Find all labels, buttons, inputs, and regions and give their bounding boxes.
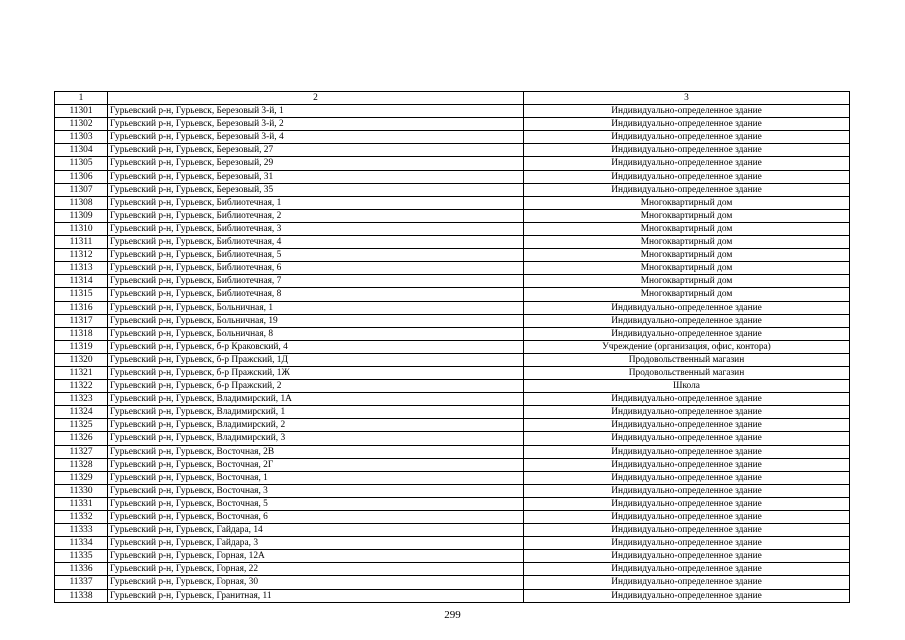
table-row: [55, 458, 850, 471]
address-cell: Гурьевский р-н, Гурьевск, Восточная, 2Г: [108, 458, 524, 471]
row-number-cell: 11335: [55, 550, 108, 563]
object-type-cell: Индивидуально-определенное здание: [524, 524, 850, 537]
object-type-cell: Индивидуально-определенное здание: [524, 445, 850, 458]
address-cell: Гурьевский р-н, Гурьевск, Гранитная, 11: [108, 589, 524, 602]
table-row: [55, 301, 850, 314]
row-number-cell: 11337: [55, 576, 108, 589]
table-row: [55, 471, 850, 484]
address-cell: Гурьевский р-н, Гурьевск, Владимирский, 1А: [108, 393, 524, 406]
table-row: [55, 170, 850, 183]
address-cell: Гурьевский р-н, Гурьевск, Библиотечная, 5: [108, 249, 524, 262]
row-number-cell: 11322: [55, 380, 108, 393]
table-row: [55, 236, 850, 249]
row-number-cell: 11301: [55, 105, 108, 118]
table-row: [55, 262, 850, 275]
row-number-cell: 11314: [55, 275, 108, 288]
address-cell: Гурьевский р-н, Гурьевск, Горная, 30: [108, 576, 524, 589]
address-cell: Гурьевский р-н, Гурьевск, Восточная, 1: [108, 471, 524, 484]
object-type-cell: Многоквартирный дом: [524, 288, 850, 301]
table-row: [55, 484, 850, 497]
table-row: [55, 131, 850, 144]
table-row: [55, 576, 850, 589]
object-type-cell: Многоквартирный дом: [524, 196, 850, 209]
row-number-cell: 11304: [55, 144, 108, 157]
object-type-cell: Индивидуально-определенное здание: [524, 511, 850, 524]
row-number-cell: 11302: [55, 118, 108, 131]
address-cell: Гурьевский р-н, Гурьевск, Библиотечная, 3: [108, 222, 524, 235]
address-cell: Гурьевский р-н, Гурьевск, Гайдара, 3: [108, 537, 524, 550]
row-number-cell: 11310: [55, 222, 108, 235]
object-type-cell: Учреждение (организация, офис, контора): [524, 340, 850, 353]
object-type-cell: Индивидуально-определенное здание: [524, 118, 850, 131]
row-number-cell: 11333: [55, 524, 108, 537]
address-cell: Гурьевский р-н, Гурьевск, Библиотечная, 8: [108, 288, 524, 301]
object-type-cell: Индивидуально-определенное здание: [524, 537, 850, 550]
object-type-cell: Индивидуально-определенное здание: [524, 550, 850, 563]
table-row: [55, 366, 850, 379]
table-row: [55, 393, 850, 406]
table-row: [55, 144, 850, 157]
table-row: [55, 209, 850, 222]
address-cell: Гурьевский р-н, Гурьевск, Владимирский, 1: [108, 406, 524, 419]
object-type-cell: Индивидуально-определенное здание: [524, 432, 850, 445]
row-number-cell: 11309: [55, 209, 108, 222]
row-number-cell: 11318: [55, 327, 108, 340]
address-cell: Гурьевский р-н, Гурьевск, Больничная, 19: [108, 314, 524, 327]
row-number-cell: 11308: [55, 196, 108, 209]
table-row: [55, 537, 850, 550]
table-row: [55, 511, 850, 524]
object-type-cell: Многоквартирный дом: [524, 275, 850, 288]
object-type-cell: Индивидуально-определенное здание: [524, 484, 850, 497]
table-row: [55, 524, 850, 537]
address-cell: Гурьевский р-н, Гурьевск, Березовый, 27: [108, 144, 524, 157]
row-number-cell: 11305: [55, 157, 108, 170]
table-row: [55, 314, 850, 327]
object-type-cell: Продовольственный магазин: [524, 353, 850, 366]
registry-table: [54, 91, 850, 603]
column-header-address: 2: [108, 92, 524, 105]
table-row: [55, 445, 850, 458]
object-type-cell: Многоквартирный дом: [524, 236, 850, 249]
header-row: [55, 92, 850, 105]
row-number-cell: 11303: [55, 131, 108, 144]
table-row: [55, 118, 850, 131]
row-number-cell: 11336: [55, 563, 108, 576]
table-row: [55, 222, 850, 235]
row-number-cell: 11325: [55, 419, 108, 432]
row-number-cell: 11331: [55, 497, 108, 510]
table-row: [55, 432, 850, 445]
address-cell: Гурьевский р-н, Гурьевск, Больничная, 8: [108, 327, 524, 340]
address-cell: Гурьевский р-н, Гурьевск, Больничная, 1: [108, 301, 524, 314]
address-cell: Гурьевский р-н, Гурьевск, Владимирский, 3: [108, 432, 524, 445]
table-row: [55, 563, 850, 576]
row-number-cell: 11321: [55, 366, 108, 379]
object-type-cell: Индивидуально-определенное здание: [524, 406, 850, 419]
table-row: [55, 275, 850, 288]
row-number-cell: 11338: [55, 589, 108, 602]
address-cell: Гурьевский р-н, Гурьевск, Березовый 3-й, 2: [108, 118, 524, 131]
object-type-cell: Многоквартирный дом: [524, 249, 850, 262]
object-type-cell: Индивидуально-определенное здание: [524, 105, 850, 118]
object-type-cell: Индивидуально-определенное здание: [524, 419, 850, 432]
address-cell: Гурьевский р-н, Гурьевск, Березовый 3-й, 1: [108, 105, 524, 118]
object-type-cell: Индивидуально-определенное здание: [524, 157, 850, 170]
row-number-cell: 11329: [55, 471, 108, 484]
object-type-cell: Индивидуально-определенное здание: [524, 183, 850, 196]
row-number-cell: 11323: [55, 393, 108, 406]
address-cell: Гурьевский р-н, Гурьевск, Восточная, 5: [108, 497, 524, 510]
row-number-cell: 11326: [55, 432, 108, 445]
object-type-cell: Многоквартирный дом: [524, 262, 850, 275]
address-cell: Гурьевский р-н, Гурьевск, Горная, 12А: [108, 550, 524, 563]
row-number-cell: 11328: [55, 458, 108, 471]
table-row: [55, 340, 850, 353]
object-type-cell: Школа: [524, 380, 850, 393]
address-cell: Гурьевский р-н, Гурьевск, Библиотечная, 6: [108, 262, 524, 275]
address-cell: Гурьевский р-н, Гурьевск, б-р Краковский, 4: [108, 340, 524, 353]
object-type-cell: Индивидуально-определенное здание: [524, 314, 850, 327]
table-row: [55, 419, 850, 432]
object-type-cell: Индивидуально-определенное здание: [524, 471, 850, 484]
object-type-cell: Индивидуально-определенное здание: [524, 497, 850, 510]
address-cell: Гурьевский р-н, Гурьевск, Березовый, 35: [108, 183, 524, 196]
object-type-cell: Продовольственный магазин: [524, 366, 850, 379]
address-cell: Гурьевский р-н, Гурьевск, Библиотечная, 1: [108, 196, 524, 209]
table-row: [55, 183, 850, 196]
object-type-cell: Индивидуально-определенное здание: [524, 393, 850, 406]
address-cell: Гурьевский р-н, Гурьевск, б-р Пражский, 2: [108, 380, 524, 393]
row-number-cell: 11327: [55, 445, 108, 458]
table-row: [55, 105, 850, 118]
object-type-cell: Индивидуально-определенное здание: [524, 170, 850, 183]
address-cell: Гурьевский р-н, Гурьевск, Восточная, 2В: [108, 445, 524, 458]
row-number-cell: 11315: [55, 288, 108, 301]
address-cell: Гурьевский р-н, Гурьевск, Библиотечная, 7: [108, 275, 524, 288]
address-cell: Гурьевский р-н, Гурьевск, Восточная, 6: [108, 511, 524, 524]
object-type-cell: Индивидуально-определенное здание: [524, 327, 850, 340]
row-number-cell: 11311: [55, 236, 108, 249]
object-type-cell: Многоквартирный дом: [524, 209, 850, 222]
table-body: [55, 105, 850, 603]
row-number-cell: 11306: [55, 170, 108, 183]
table-row: [55, 550, 850, 563]
table-row: [55, 497, 850, 510]
address-cell: Гурьевский р-н, Гурьевск, б-р Пражский, 1Д: [108, 353, 524, 366]
table-row: [55, 327, 850, 340]
row-number-cell: 11332: [55, 511, 108, 524]
object-type-cell: Индивидуально-определенное здание: [524, 563, 850, 576]
row-number-cell: 11312: [55, 249, 108, 262]
page-number: 299: [444, 609, 461, 621]
row-number-cell: 11316: [55, 301, 108, 314]
row-number-cell: 11313: [55, 262, 108, 275]
object-type-cell: Многоквартирный дом: [524, 222, 850, 235]
column-header-type: 3: [524, 92, 850, 105]
table-row: [55, 196, 850, 209]
address-cell: Гурьевский р-н, Гурьевск, Библиотечная, 4: [108, 236, 524, 249]
address-cell: Гурьевский р-н, Гурьевск, Библиотечная, 2: [108, 209, 524, 222]
table-row: [55, 249, 850, 262]
object-type-cell: Индивидуально-определенное здание: [524, 131, 850, 144]
table-row: [55, 157, 850, 170]
table-row: [55, 380, 850, 393]
row-number-cell: 11307: [55, 183, 108, 196]
column-header-number: 1: [55, 92, 108, 105]
address-cell: Гурьевский р-н, Гурьевск, Березовый, 29: [108, 157, 524, 170]
object-type-cell: Индивидуально-определенное здание: [524, 589, 850, 602]
row-number-cell: 11320: [55, 353, 108, 366]
object-type-cell: Индивидуально-определенное здание: [524, 301, 850, 314]
address-cell: Гурьевский р-н, Гурьевск, Горная, 22: [108, 563, 524, 576]
object-type-cell: Индивидуально-определенное здание: [524, 458, 850, 471]
address-cell: Гурьевский р-н, Гурьевск, Березовый, 31: [108, 170, 524, 183]
table-row: [55, 288, 850, 301]
object-type-cell: Индивидуально-определенное здание: [524, 144, 850, 157]
table-row: [55, 406, 850, 419]
address-cell: Гурьевский р-н, Гурьевск, Березовый 3-й, 4: [108, 131, 524, 144]
row-number-cell: 11319: [55, 340, 108, 353]
row-number-cell: 11317: [55, 314, 108, 327]
object-type-cell: Индивидуально-определенное здание: [524, 576, 850, 589]
row-number-cell: 11330: [55, 484, 108, 497]
row-number-cell: 11324: [55, 406, 108, 419]
address-cell: Гурьевский р-н, Гурьевск, б-р Пражский, 1Ж: [108, 366, 524, 379]
address-cell: Гурьевский р-н, Гурьевск, Восточная, 3: [108, 484, 524, 497]
address-cell: Гурьевский р-н, Гурьевск, Владимирский, 2: [108, 419, 524, 432]
row-number-cell: 11334: [55, 537, 108, 550]
table-row: [55, 589, 850, 602]
table-row: [55, 353, 850, 366]
address-cell: Гурьевский р-н, Гурьевск, Гайдара, 14: [108, 524, 524, 537]
